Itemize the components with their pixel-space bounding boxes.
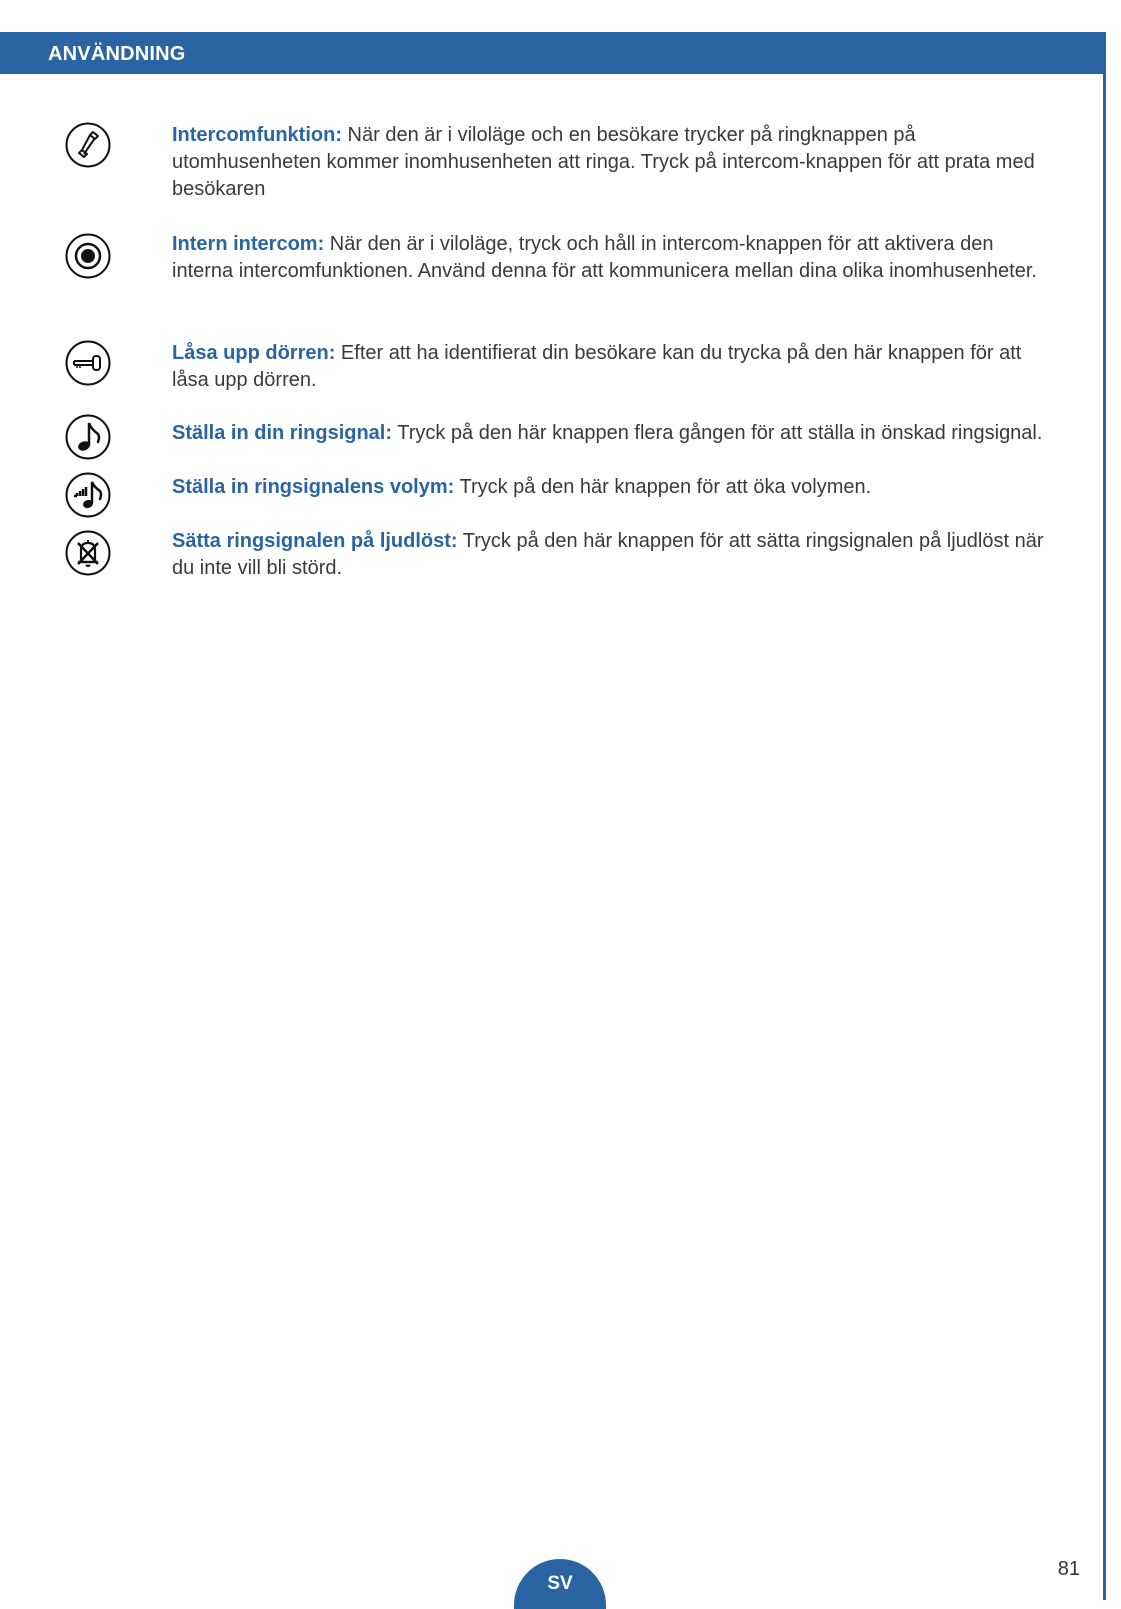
page-number: 81 xyxy=(1057,1558,1080,1580)
feature-text: Tryck på den här knappen flera gången för att ställa in önskad ringsignal. xyxy=(392,422,1043,444)
feature-description xyxy=(172,122,1060,203)
feature-label: Intercomfunktion: xyxy=(172,124,342,146)
feature-text: När den är i viloläge och en besökare trycker på ringknappen på utomhusenheten kommer inomhusenheten att ringa. Tryck på intercom-knappen för att prata med besökaren xyxy=(172,124,1035,200)
mute-bell-icon xyxy=(65,530,111,576)
feature-text: Tryck på den här knappen för att sätta ringsignalen på ljudlöst när du inte vill bli störd. xyxy=(172,530,1044,579)
language-code: SV xyxy=(547,1573,573,1594)
feature-item-ringtone-volume xyxy=(0,474,1100,514)
feature-description xyxy=(172,474,1060,501)
feature-text: Efter att ha identifierat din besökare kan du trycka på den här knappen för att låsa upp dörren. xyxy=(172,342,1022,391)
feature-label: Ställa in din ringsignal: xyxy=(172,422,393,444)
feature-item-intercom xyxy=(0,122,1100,202)
key-icon xyxy=(65,340,111,386)
feature-description xyxy=(172,528,1060,582)
feature-description xyxy=(172,340,1060,394)
feature-label: Låsa upp dörren: xyxy=(172,342,336,364)
feature-item-unlock-door xyxy=(0,340,1100,395)
handset-icon xyxy=(65,122,111,168)
music-note-icon xyxy=(65,414,111,460)
feature-description xyxy=(172,231,1060,285)
feature-label: Sätta ringsignalen på ljudlöst: xyxy=(172,530,458,552)
feature-item-ringtone xyxy=(0,420,1100,460)
section-title: ANVÄNDNING xyxy=(48,43,186,65)
intercom-target-icon xyxy=(65,233,111,279)
right-margin-rule xyxy=(1103,74,1106,1600)
feature-item-silent-ringtone xyxy=(0,528,1100,588)
feature-text: Tryck på den här knappen för att öka volymen. xyxy=(454,476,872,498)
language-tab xyxy=(514,1559,606,1609)
volume-note-icon xyxy=(65,472,111,518)
feature-item-internal-intercom xyxy=(0,231,1100,311)
feature-label: Intern intercom: xyxy=(172,233,325,255)
section-header-bar xyxy=(0,32,1106,74)
feature-description xyxy=(172,420,1060,447)
feature-text: När den är i viloläge, tryck och håll in intercom-knappen för att aktivera den interna intercomfunktionen. Använd denna för att kommunicera mellan dina olika inomhusenheter. xyxy=(172,233,1037,282)
feature-label: Ställa in ringsignalens volym: xyxy=(172,476,455,498)
